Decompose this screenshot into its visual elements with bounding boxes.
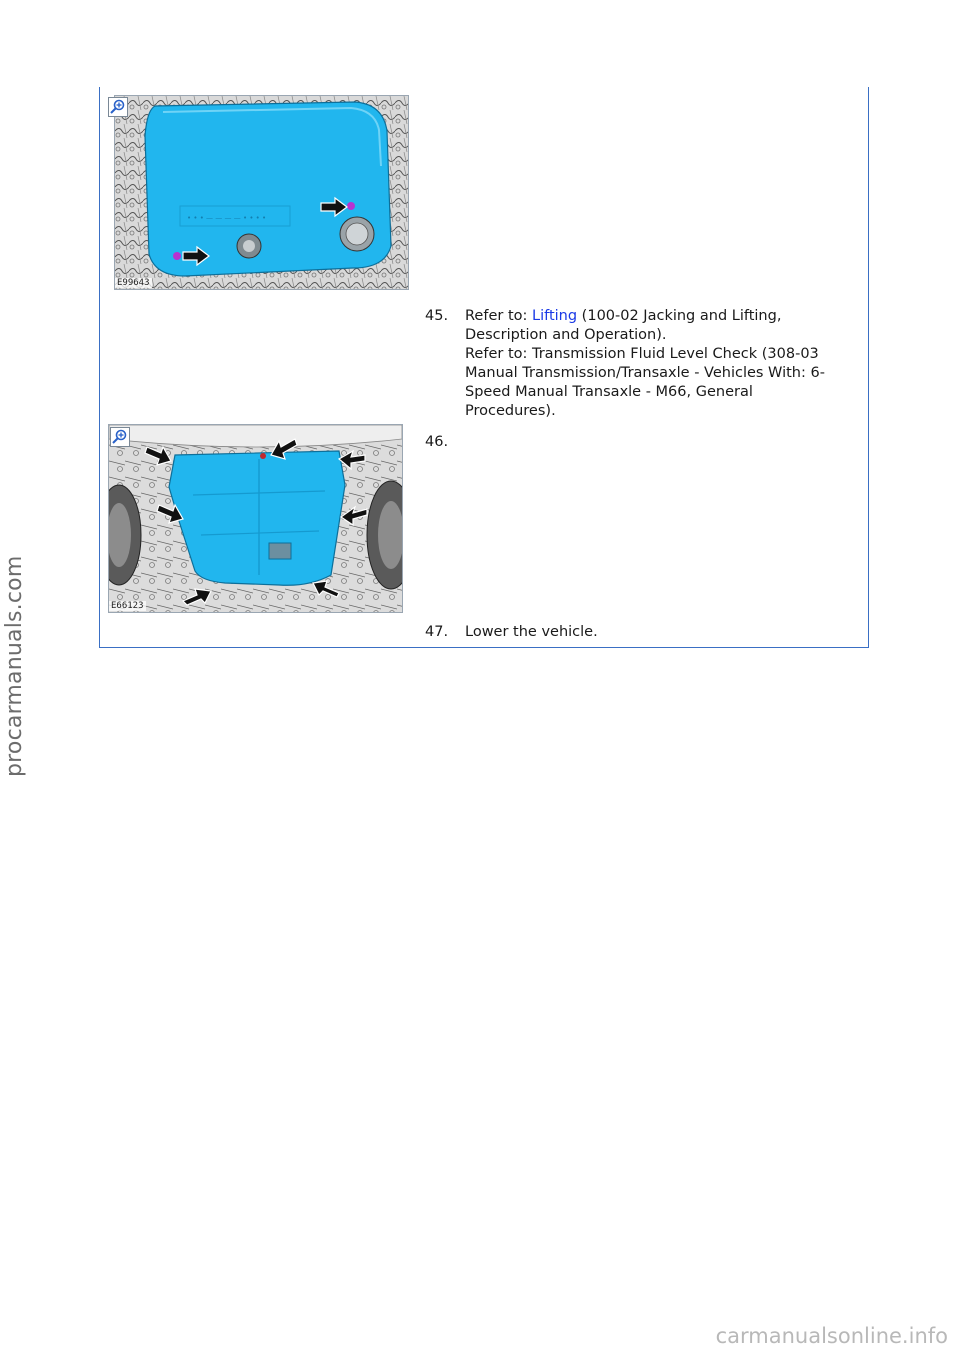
step-line: Refer to: Transmission Fluid Level Check (308-03 [465,346,819,362]
side-watermark: procarmanuals.com [2,555,27,777]
step-number: 46. [425,434,449,450]
zoom-in-icon [111,428,129,446]
refer-suffix: (100-02 Jacking and Lifting, [577,308,782,324]
figure-undertray [108,424,403,613]
refer-prefix: Refer to: [465,308,532,324]
footer-watermark: carmanualsonline.info [715,1324,948,1348]
figure-code-1: E99643 [117,278,150,288]
step-text [465,307,875,421]
figure-engine-cover [114,95,409,290]
step-line: Procedures). [465,403,556,419]
step-line: Speed Manual Transaxle - M66, General [465,384,753,400]
figure-code-2: E66123 [111,601,144,611]
step-line: Manual Transmission/Transaxle - Vehicles With: 6- [465,365,825,381]
zoom-button-figure-1[interactable] [108,97,128,117]
step-number: 47. [425,624,449,640]
zoom-in-icon [109,98,127,116]
lifting-link[interactable]: Lifting [532,308,578,324]
step-number: 45. [425,308,449,324]
zoom-button-figure-2[interactable] [110,427,130,447]
svg-text:• • • — — — — • • • •: • • • — — — — • • • • [187,214,267,222]
step-text: Lower the vehicle. [465,624,598,640]
step-line: Description and Operation). [465,327,667,343]
